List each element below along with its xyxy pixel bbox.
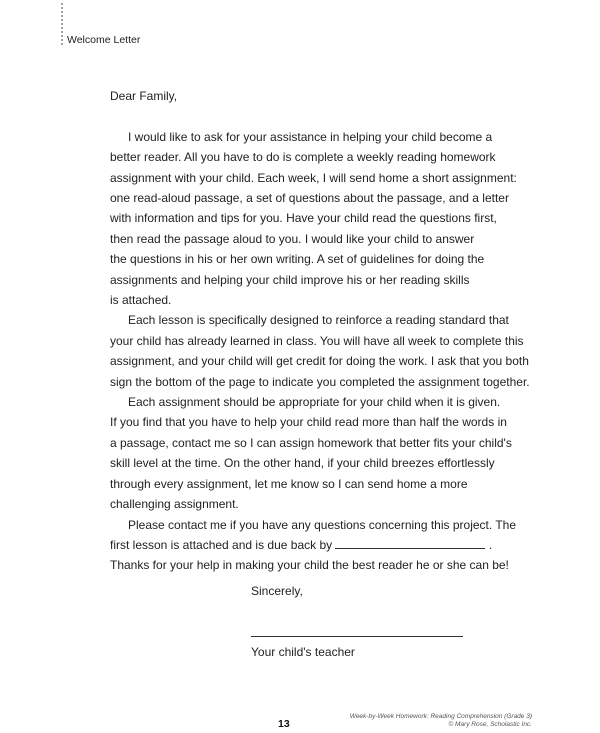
letter-line: with information and tips for you. Have your child read the questions first, [110, 211, 497, 226]
credit-title: Week-by-Week Homework: Reading Comprehension (Grade 3) [349, 713, 532, 720]
letter-line: better reader. All you have to do is complete a weekly reading homework [110, 150, 496, 165]
letter-line: the questions in his or her own writing. A set of guidelines for doing the [110, 252, 485, 267]
letter-line: your child has already learned in class. You will have all week to complete this [110, 333, 524, 348]
letter-line: Please contact me if you have any questions concerning this project. The [128, 517, 517, 532]
due-date-label: first lesson is attached and is due back by [110, 537, 333, 552]
closing: Sincerely, [251, 584, 303, 598]
signature-label: Your child's teacher [251, 645, 355, 659]
section-label: Welcome Letter [67, 34, 141, 46]
letter-line: skill level at the time. On the other hand, if your child breezes effortlessly [110, 456, 495, 471]
salutation: Dear Family, [110, 89, 178, 103]
letter-line: assignments and helping your child improve his or her reading skills [110, 272, 470, 287]
spacer [110, 106, 490, 126]
due-date-period: . [488, 537, 493, 552]
letter-line: Each lesson is specifically designed to reinforce a reading standard that [128, 313, 509, 328]
letter-line: If you find that you have to help your child read more than half the words in [110, 415, 507, 430]
letter-line: sign the bottom of the page to indicate you completed the assignment together. [110, 374, 530, 389]
letter-line: Thanks for your help in making your child the best reader he or she can be! [110, 558, 509, 573]
due-date-blank[interactable] [335, 538, 485, 549]
dotted-margin-rule [61, 2, 63, 46]
letter-line: assignment with your child. Each week, I will send home a short assignment: [110, 170, 517, 185]
letter-line: one read-aloud passage, a set of questions about the passage, and a letter [110, 191, 509, 206]
page-number: 13 [278, 718, 290, 730]
credit-copyright: © Mary Rose, Scholastic Inc. [448, 721, 532, 728]
due-date-line [110, 535, 493, 555]
signature-line[interactable] [251, 636, 463, 637]
letter-line: I would like to ask for your assistance in helping your child become a [128, 129, 493, 144]
letter-line: Each assignment should be appropriate for your child when it is given. [128, 395, 501, 410]
letter-line: challenging assignment. [110, 497, 239, 512]
letter-line: then read the passage aloud to you. I would like your child to answer [110, 231, 475, 246]
credit-line [350, 713, 532, 729]
letter-line: through every assignment, let me know so I can send home a more [110, 476, 468, 491]
letter-line: is attached. [110, 293, 172, 308]
letter-line: a passage, contact me so I can assign homework that better fits your child's [110, 435, 512, 450]
letter-line: assignment, and your child will get credit for doing the work. I ask that you both [110, 354, 529, 369]
letter-body [110, 86, 530, 576]
